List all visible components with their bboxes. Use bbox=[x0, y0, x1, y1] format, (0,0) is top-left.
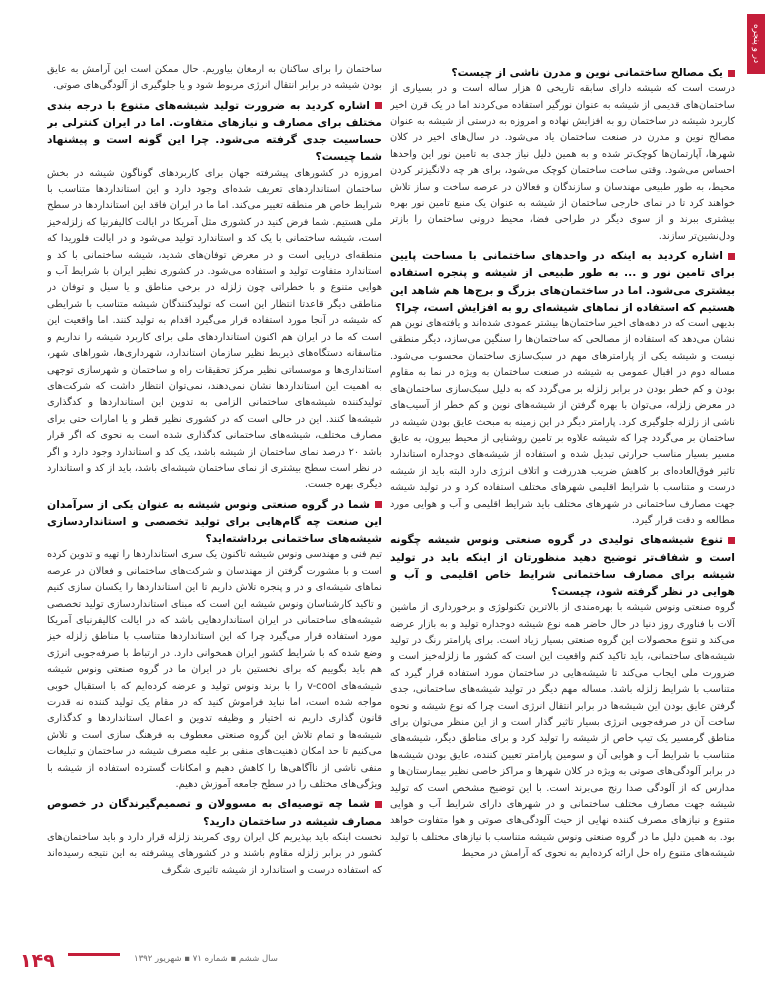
page-number: ۱۴۹ bbox=[20, 950, 55, 972]
question-text: تنوع شیشه‌های تولیدی در گروه صنعتی ونوس شیشه چگونه است و شفاف‌تر توضیح دهید منظورتان از اینکه باید در تولید شیشه برای مصارف ساختمانی شرایط خاص اقلیمی و آب و هوایی در نظر گرفته شود، چیست؟ bbox=[390, 533, 735, 598]
section-tab bbox=[747, 14, 765, 74]
section-tab-label: در و پنجره bbox=[751, 24, 761, 64]
question-heading bbox=[47, 97, 382, 166]
answer-paragraph: بدیهی است که در دهه‌های اخیر ساختمان‌ها بیشتر عمودی شده‌اند و یافته‌های نوین هم نشان می‌دهد که استفاده از مصالحی که ساختمان‌ها را سنگین می‌سازد، دیگر منطقی نیست و شیشه یکی از پارامترهای مهم در سبک‌سازی ساختمان محسوب می‌شود. مساله دوم در اقبال عمومی به شیشه در صنعت ساختمان به ویژه در نما به مقاوم بودن و کم خطر بودن در برابر زلزله بر می‌گردد که به دلیل سبک‌سازی ساختمان‌های در معرض زلزله، می‌توان با بهره گرفتن از شیشه‌های نوین و کم خطر از آسیب‌های ناشی از زلزله جلوگیری کرد. پارامتر دیگر در این زمینه به مبحث عایق بودن شیشه در ساختمان بر می‌گردد چرا که شیشه علاوه بر تامین روشنایی از محیط بیرون، به عایق مسیر بسیار مناسب حرارتی تبدیل شده و استفاده از شیشه‌های دوجداره استاندارد تاثیر فوق‌العاده‌ای بر کاهش ضریب هدررفت و اتلاف انرژی دارد البته باید از شیشه درست و متناسب با شرایط اقلیمی شهرهای مختلف استفاده کرد و در تولید شیشه جهت مصارف ساختمانی در شهرهای مختلف باید شرایط اقلیمی و آب و هوایی مورد مطالعه و دقت قرار گیرد. bbox=[390, 318, 735, 526]
bullet-square-icon bbox=[375, 801, 382, 808]
answer-paragraph: ساختمان را برای ساکنان به ارمغان بیاوریم. حال ممکن است این آرامش به عایق بودن شیشه در برابر انتقال انرژی مربوط شود و یا جلوگیری از آلودگی‌های صوتی. bbox=[47, 64, 382, 92]
question-heading bbox=[390, 531, 735, 600]
answer-paragraph: درست است که شیشه دارای سابقه تاریخی ۵ هزار ساله است و در بسیاری از ساختمان‌های قدیمی از شیشه به عنوان نورگیر استفاده می‌کردند اما در یک قرن اخیر کاربرد شیشه در ساختمان رو به افزایش نهاده و امروزه به درستی از شیشه به عنوان مصالح نوین و مدرن در صنعت ساختمان یاد می‌شود. در سال‌های اخیر در کلان شهرها، آپارتمان‌ها کوچک‌تر شده و به همین دلیل نیاز جدی به تامین نور این واحدها احساس می‌شود. وقتی ساخت ساختمان کوچک می‌شود، برای هر چه دلانگیزتر کردن محیط، به طور طبیعی مهندسان و سازندگان و فعالان در عرصه ساخت و ساز تلاش خواهند کرد تا در نمای خارجی ساختمان از شیشه به عنوان یک منبع تامین نور بهره بیشتری ببرند و از سوی دیگر در طراحی فضا، محیط درونی ساختمان را بازتر ودل‌نشین‌تر سازند. bbox=[390, 83, 735, 242]
answer-paragraph: امروزه در کشورهای پیشرفته جهان برای کاربردهای گوناگون شیشه در بخش ساختمان استانداردهای تعریف شده‌ای وجود دارد و این استانداردها متناسب با شرایط خاص هر منطقه تغییر می‌کند. اما ما در ایران فاقد این استانداردها در سطح ملی هستیم. شما فرض کنید در کشوری مثل آمریکا در ایالت کالیفرنیا که زلزله‌خیز است، شیشه ساختمانی با یک کد و استاندارد تولید می‌شود و در ایالت فلوریدا که منطقه‌ای دریایی است و در معرض توفان‌های شدید، شیشه ساختمانی با کد و استاندارد متفاوت تولید و استفاده می‌شود. در کشوری نظیر ایران با شرایط آب و هوایی متنوع و با خطراتی چون زلزله در برخی مناطق و یا سیل و توفان در مناطقی دیگر قاعدتا انتظار این است که تولیدکنندگان شیشه متناسب با شرایطی که شیشه در آنجا مورد استفاده قرار می‌گیرد اقدام به تولید کنند. اما واقعیت این است که ما در ایران هم اکنون استانداردهای ملی برای کاربرد شیشه را نداریم و متاسفانه دستگاه‌های ذیربط نظیر سازمان استاندارد، شهرداری‌ها، شوراهای شهر، استانداری‌ها و موسساتی نظیر مرکز تحقیقات راه و ساختمان و شهرسازی توجهی به اهمیت این استانداردها نشان نمی‌دهند، نمی‌توان انتظار داشت که شرکت‌های تولیدکننده شیشه‌های ساختمانی الزامی به تدوین این استانداردها و کدگذاری شیشه‌ها کنند. این در حالی است که در کشوری نظیر قطر و یا امارات حتی برای مصارف مختلف، شیشه‌های ساختمانی کدگذاری شده است به نحوی که اگر قرار باشد ۲۰ درصد نمای ساختمان از شیشه باشد، یک کد و استاندارد وجود دارد و اگر در نظر است سطح بیشتری از نمای ساختمان شیشه‌ای باشد، باید از کد و استاندارد دیگری بهره جست. bbox=[47, 167, 382, 491]
answer-paragraph: تیم فنی و مهندسی ونوس شیشه تاکنون یک سری استانداردها را تهیه و تدوین کرده است و با مشورت گرفتن از مهندسان و شرکت‌های ساختمانی و فعالان در عرصه نماهای شیشه‌ای و در و پنجره تلاش داریم تا این استانداردها را یکسان سازی کنیم و تاکید کارشناسان ونوس شیشه این است که مبنای استانداردسازی تولید تخصصی شیشه‌های ساختمانی در ایران استانداردهایی باشد که در ایالت کالیفرنیای آمریکا مورد استفاده قرار می‌گیرد چرا که این استانداردها متناسب با مناطق زلزله خیز وضع شده که با شرایط کشور ایران همخوانی دارد. در ارتباط با صرفه‌جویی انرژی هم باید بگوییم که برای نخستین بار در ایران ما در گروه صنعتی ونوس شیشه شیشه‌های v-cool را با برند ونوس تولید و عرضه کرده‌ایم که با استقبال خوبی مواجه شده است، اما نباید فراموش کنید که در مقام یک تولید کننده نه قدرت قانون گذاری داریم نه اختیار و وظیفه تدوین و اعمال استانداردها و کدگذاری شیشه‌ها و تمام تلاش این گروه صنعتی معطوف به فرهنگ سازی است و تلاش می‌کنیم تا حد امکان ذهنیت‌های منفی بر علیه مصرف شیشه در ساختمان و تبلیغات منفی ناشی از ناآگاهی‌ها را کاهش دهیم و امکانات گسترده استفاده از شیشه با ویژگی‌های مختلف را در سطح جامعه آموزش دهیم. bbox=[47, 549, 382, 791]
issue-info: سال ششم ▪ شماره ۷۱ ▪ شهریور ۱۳۹۲ bbox=[134, 954, 278, 964]
answer-paragraph: نخست اینکه باید بپذیریم کل ایران روی کمربند زلزله قرار دارد و باید ساختمان‌های کشور در برابر زلزله مقاوم باشند و در کشورهای پیشرفته به این نتیجه رسیده‌اند که استفاده درست و استاندارد از شیشه تاثیری شگرف bbox=[47, 831, 382, 876]
question-heading bbox=[390, 247, 735, 316]
question-text: یک مصالح ساختمانی نوین و مدرن ناشی از چیست؟ bbox=[451, 66, 723, 79]
left-column bbox=[47, 62, 382, 942]
question-text: شما در گروه صنعتی ونوس شیشه به عنوان یکی از سرآمدان این صنعت چه گام‌هایی برای تولید تخصصی و استانداردسازی شیشه‌های ساختمانی برداشته‌اید؟ bbox=[47, 497, 382, 546]
question-heading bbox=[390, 64, 735, 81]
question-heading bbox=[47, 795, 382, 829]
bullet-square-icon bbox=[728, 70, 735, 77]
question-text: اشاره کردید به ضرورت تولید شیشه‌های متنوع با درجه بندی مختلف برای مصارف و نیازهای متفاوت. اما در ایران کنترلی بر حساسیت جدی گرفته می‌شود. چرا این گونه است و پیشنهاد شما چیست؟ bbox=[47, 98, 382, 164]
answer-paragraph: گروه صنعتی ونوس شیشه با بهره‌مندی از بالاترین تکنولوژی و برخورداری از ماشین آلات با فناوری روز دنیا در حال حاضر همه نوع شیشه دوجداره تولید و به بازار عرضه می‌کند و تنوع محصولات این گروه صنعتی بسیار زیاد است. برای پارامتر رنگ در تولید شیشه‌های ساختمانی، باید تاکید کنم واقعیت این است که کشور ما زلزله‌خیز است و ضرورت ملی ایجاب می‌کند تا شیشه‌هایی در ساختمان مورد استفاده قرار گیرد که متناسب با شرایط زلزله باشد. مساله مهم دیگر در تولید شیشه‌های ساختمانی، جدی گرفتن عایق بودن این شیشه‌ها در برابر انتقال انرژی است چرا که نوع شیشه و نحوه ساخت آن در صرفه‌جویی انرژی بسیار تاثیر گذار است و از این منظر می‌توان برای مناطق گرمسیر یک تیپ خاص از شیشه را تولید کرد و برای مناطق دیگر، شیشه‌های متناسب با شرایط آب و هوایی آن و سومین پارامتر تعیین کننده، عایق بودن شیشه‌ها در برابر آلودگی‌های صوتی به ویژه در کلان شهرها و مراکز خاصی نظیر بیمارستان‌ها و مدارس که از آلودگی صدا رنج می‌برند است. با این توضیح مشخص است که تولید شیشه جهت مصارف مختلف ساختمانی و در شهرهای دارای شرایط آب و هوایی متنوع و نیازهای مصرف کننده نهایی از حیث آلودگی‌های صوتی و هوا متفاوت خواهد بود. به همین دلیل ما در گروه صنعتی ونوس شیشه متناسب با نیازهای مختلف با تولید شیشه‌های متنوع راه حل ارائه کرده‌ایم به نحوی که آرامش در محیط bbox=[390, 602, 735, 860]
bullet-square-icon bbox=[375, 102, 382, 109]
bullet-square-icon bbox=[375, 501, 382, 508]
question-text: اشاره کردید به اینکه در واحدهای ساختمانی با مساحت پایین برای تامین نور و ... به طور طبیعی از شیشه و پنجره استفاده بیشتری می‌شود. اما در ساختمان‌های بزرگ و برج‌ها هم شاهد این هستیم که استفاده از نماهای شیشه‌ای رو به افزایش است، چرا؟ bbox=[390, 249, 735, 314]
bullet-square-icon bbox=[728, 253, 735, 260]
right-column bbox=[390, 62, 735, 942]
question-text: شما چه توصیه‌ای به مسوولان و تصمیم‌گیرندگان در خصوص مصارف شیشه در ساختمان دارید؟ bbox=[47, 797, 382, 828]
question-heading bbox=[47, 496, 382, 548]
footer-rule bbox=[68, 953, 120, 956]
bullet-square-icon bbox=[728, 537, 735, 544]
